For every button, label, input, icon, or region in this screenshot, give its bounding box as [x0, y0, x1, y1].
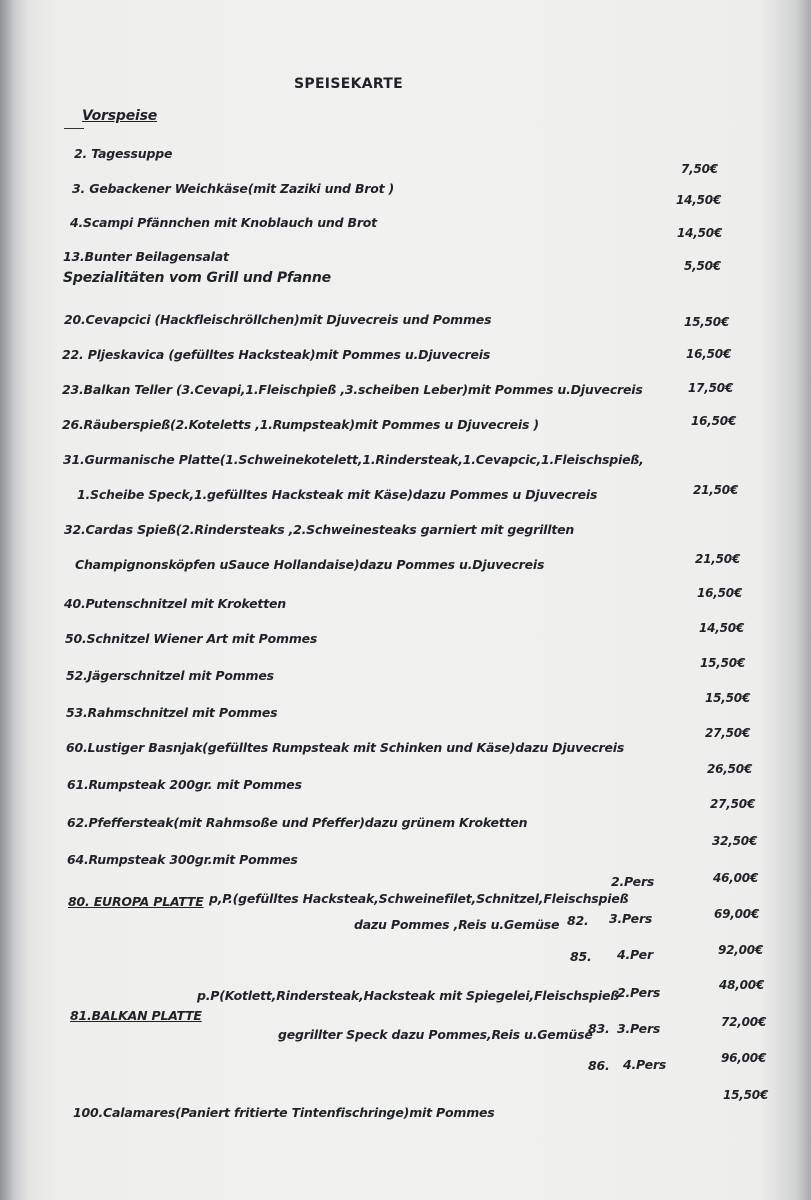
platter-persons: 3.Pers — [609, 911, 653, 926]
menu-item-price: 16,50€ — [691, 414, 737, 428]
menu-item-price: 21,50€ — [695, 552, 741, 566]
menu-item-label: 32.Cardas Spieß(2.Rindersteaks ,2.Schweinesteaks garniert mit gegrillten — [64, 522, 575, 537]
menu-item-label-continued: 1.Scheibe Speck,1.gefülltes Hacksteak mit Käse)dazu Pommes u Djuvecreis — [77, 487, 598, 502]
menu-item-label: 61.Rumpsteak 200gr. mit Pommes — [67, 777, 302, 792]
menu-item-label: 100.Calamares(Paniert fritierte Tintenfischringe)mit Pommes — [73, 1105, 495, 1120]
menu-item-label: 3. Gebackener Weichkäse(mit Zaziki und Brot ) — [72, 181, 395, 196]
section-heading-vorspeise: Vorspeise — [82, 108, 158, 124]
menu-item-label: 40.Putenschnitzel mit Kroketten — [64, 596, 286, 611]
platter-description-continued: dazu Pommes ,Reis u.Gemüse — [354, 917, 560, 932]
menu-item-price: 7,50€ — [681, 162, 718, 176]
menu-item-price: 32,50€ — [712, 834, 758, 848]
menu-item-price: 14,50€ — [677, 226, 723, 240]
menu-item-label: 22. Pljeskavica (gefülltes Hacksteak)mit Pommes u.Djuvecreis — [62, 347, 491, 362]
menu-item-price: 27,50€ — [705, 726, 751, 740]
menu-item-label: 52.Jägerschnitzel mit Pommes — [66, 668, 274, 683]
platter-number: 85. — [570, 949, 592, 964]
menu-item-price: 14,50€ — [699, 621, 745, 635]
platter-persons: 4.Pers — [623, 1057, 667, 1072]
platter-description-continued: gegrillter Speck dazu Pommes,Reis u.Gemüse — [278, 1027, 593, 1042]
menu-item-label: 60.Lustiger Basnjak(gefülltes Rumpsteak mit Schinken und Käse)dazu Djuvecreis — [66, 740, 625, 755]
menu-item-price: 16,50€ — [686, 347, 732, 361]
menu-item-label-continued: Champignonsköpfen uSauce Hollandaise)dazu Pommes u.Djuvecreis — [75, 557, 545, 572]
menu-item-price: 15,50€ — [700, 656, 746, 670]
menu-item-price: 21,50€ — [693, 483, 739, 497]
menu-item-label: 64.Rumpsteak 300gr.mit Pommes — [67, 852, 298, 867]
menu-item-price: 15,50€ — [723, 1088, 769, 1102]
platter-price: 69,00€ — [714, 907, 760, 921]
platter-persons: 2.Pers — [611, 874, 655, 889]
menu-item-label: 31.Gurmanische Platte(1.Schweinekotelett,1.Rindersteak,1.Cevapcic,1.Fleischspieß, — [63, 452, 644, 467]
platter-description: p.P(Kotlett,Rindersteak,Hacksteak mit Spiegelei,Fleischspieß — [197, 988, 620, 1003]
menu-item-label: 23.Balkan Teller (3.Cevapi,1.Fleischpieß ,3.scheiben Leber)mit Pommes u.Djuvecreis — [62, 382, 643, 397]
platter-persons: 3.Pers — [617, 1021, 661, 1036]
platter-name-balkan: 81.BALKAN PLATTE — [70, 1008, 202, 1023]
platter-persons: 4.Per — [617, 947, 653, 962]
menu-item-price: 27,50€ — [710, 797, 756, 811]
menu-item-price: 17,50€ — [688, 381, 734, 395]
platter-price: 92,00€ — [718, 943, 764, 957]
platter-description: p,P.(gefülltes Hacksteak,Schweinefilet,Schnitzel,Fleischspieß — [209, 891, 629, 906]
menu-item-price: 16,50€ — [697, 586, 743, 600]
platter-number: 83. — [588, 1021, 610, 1036]
menu-item-label: 4.Scampi Pfännchen mit Knoblauch und Brot — [70, 215, 377, 230]
section-heading-grill: Spezialitäten vom Grill und Pfanne — [63, 270, 331, 286]
section-underline — [64, 128, 84, 129]
menu-item-price: 15,50€ — [684, 315, 730, 329]
menu-item-price: 14,50€ — [676, 193, 722, 207]
menu-item-price: 26,50€ — [707, 762, 753, 776]
menu-item-price: 15,50€ — [705, 691, 751, 705]
menu-item-label: 62.Pfeffersteak(mit Rahmsoße und Pfeffer)dazu grünem Kroketten — [67, 815, 528, 830]
menu-item-label: 26.Räuberspieß(2.Koteletts ,1.Rumpsteak)mit Pommes u Djuvecreis ) — [62, 417, 539, 432]
platter-price: 72,00€ — [721, 1015, 767, 1029]
platter-price: 46,00€ — [713, 871, 759, 885]
menu-item-label: 2. Tagessuppe — [74, 146, 173, 161]
platter-number: 86. — [588, 1058, 610, 1073]
menu-title: SPEISEKARTE — [294, 76, 404, 92]
platter-name-europa: 80. EUROPA PLATTE — [68, 894, 204, 909]
platter-price: 48,00€ — [719, 978, 765, 992]
menu-item-label: 53.Rahmschnitzel mit Pommes — [66, 705, 278, 720]
menu-item-label: 20.Cevapcici (Hackfleischröllchen)mit Djuvecreis und Pommes — [64, 312, 492, 327]
platter-number: 82. — [567, 913, 589, 928]
platter-persons: 2.Pers — [617, 985, 661, 1000]
menu-item-label: 50.Schnitzel Wiener Art mit Pommes — [65, 631, 318, 646]
menu-item-label: 13.Bunter Beilagensalat — [63, 249, 229, 264]
menu-item-price: 5,50€ — [684, 259, 721, 273]
platter-price: 96,00€ — [721, 1051, 767, 1065]
